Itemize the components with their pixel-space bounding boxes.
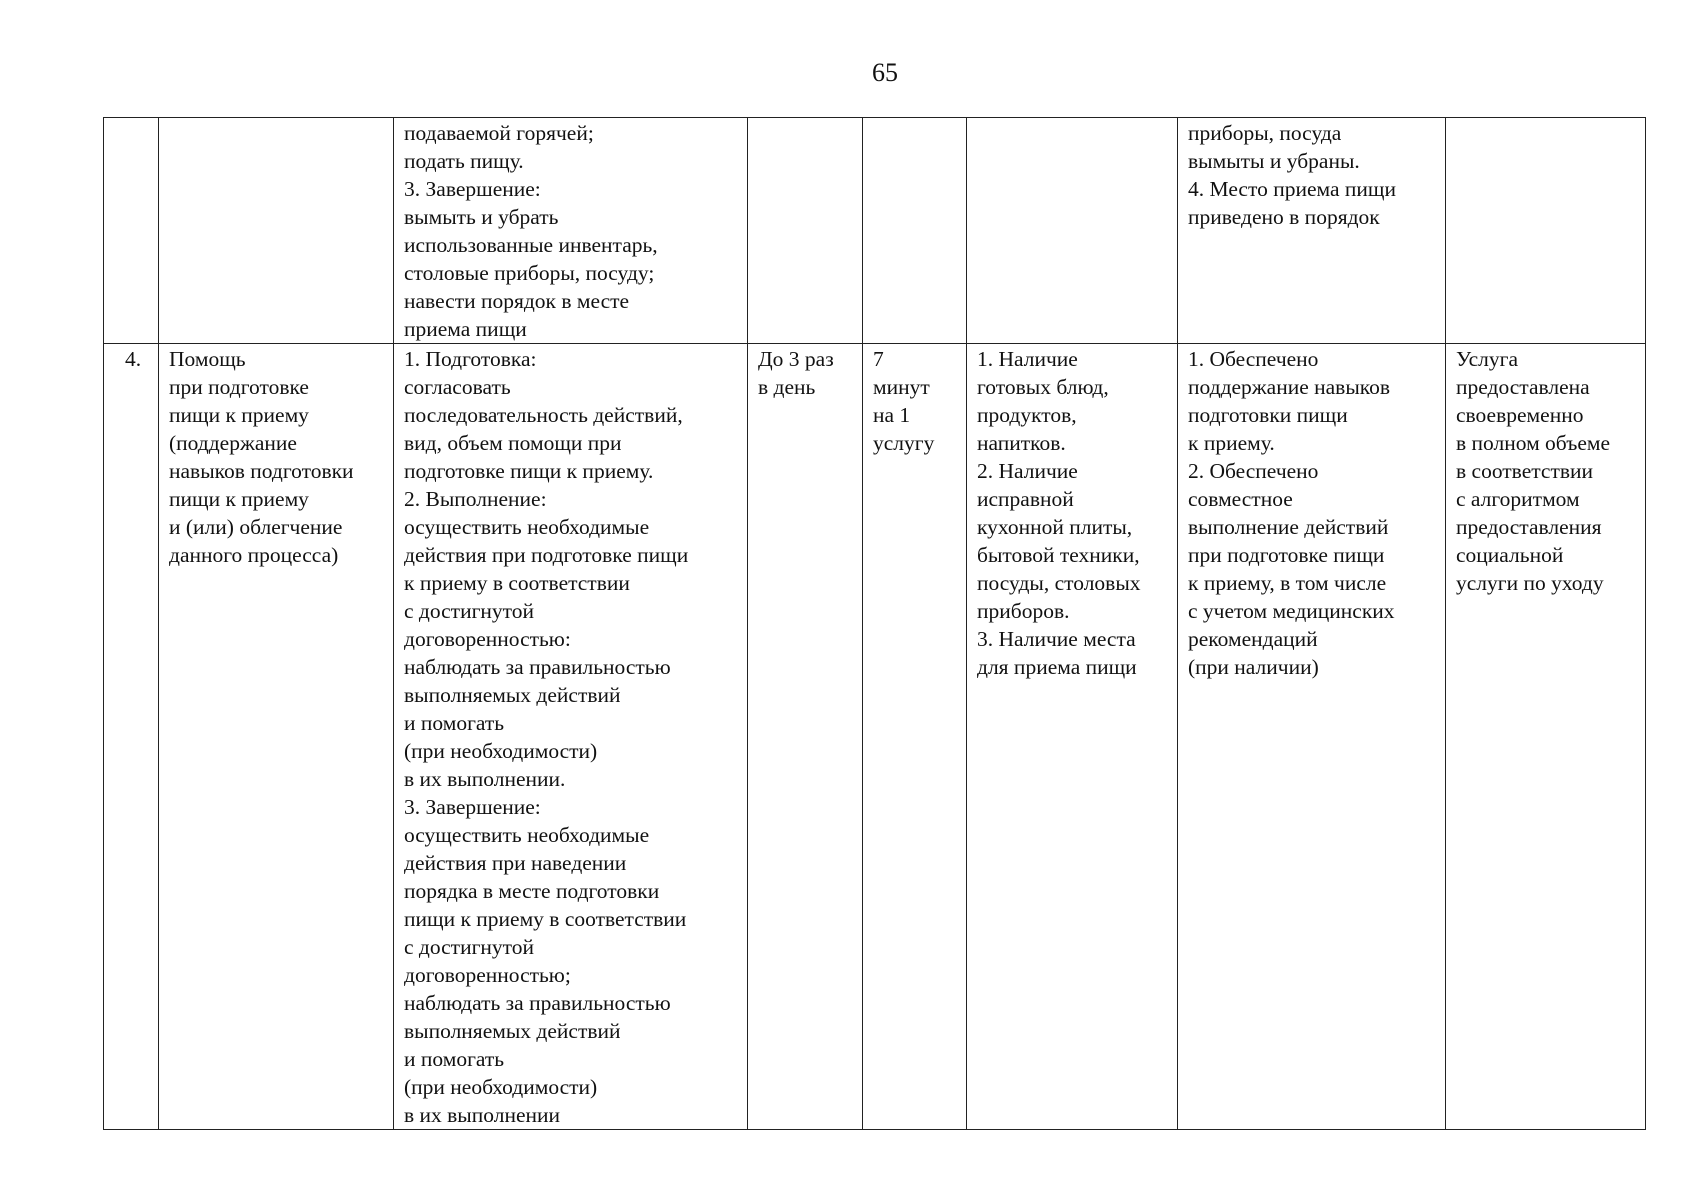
services-table <box>103 117 1646 1130</box>
frequency-cell: До 3 раз в день <box>748 344 863 1130</box>
table-row <box>104 118 1646 344</box>
row-number-cell: 4. <box>104 344 159 1130</box>
service-name-cell: Помощь при подготовке пищи к приему (поддержание навыков подготовки пищи к приему и (или) облегчение данного процесса) <box>159 344 394 1130</box>
conditions-cell: 1. Наличие готовых блюд, продуктов, напитков. 2. Наличие исправной кухонной плиты, бытовой техники, посуды, столовых приборов. 3. Наличие места для приема пищи <box>967 344 1178 1130</box>
results-cell: 1. Обеспечено поддержание навыков подготовки пищи к приему. 2. Обеспечено совместное выполнение действий при подготовке пищи к приему, в том числе с учетом медицинских рекомендаций (при наличии) <box>1178 344 1446 1130</box>
duration-cell: 7 минут на 1 услугу <box>863 344 967 1130</box>
frequency-cell <box>748 118 863 344</box>
results-cell: приборы, посуда вымыты и убраны. 4. Место приема пищи приведено в порядок <box>1178 118 1446 344</box>
duration-cell <box>863 118 967 344</box>
conditions-cell <box>967 118 1178 344</box>
page-number: 65 <box>872 58 898 87</box>
evaluation-cell <box>1446 118 1646 344</box>
procedure-cell: подаваемой горячей; подать пищу. 3. Завершение: вымыть и убрать использованные инвентарь, столовые приборы, посуду; навести порядок в месте приема пищи <box>394 118 748 344</box>
service-name-cell <box>159 118 394 344</box>
table-row <box>104 344 1646 1130</box>
evaluation-cell: Услуга предоставлена своевременно в полном объеме в соответствии с алгоритмом предоставления социальной услуги по уходу <box>1446 344 1646 1130</box>
procedure-cell: 1. Подготовка: согласовать последовательность действий, вид, объем помощи при подготовке пищи к приему. 2. Выполнение: осуществить необходимые действия при подготовке пищи к приему в соответствии с достигнутой договоренностью: наблюдать за правильностью выполняемых действий и помогать (при необходимости) в их выполнении. 3. Завершение: осуществить необходимые действия при наведении порядка в месте подготовки пищи к приему в соответствии с достигнутой договоренностью; наблюдать за правильностью выполняемых действий и помогать (при необходимости) в их выполнении <box>394 344 748 1130</box>
row-number-cell <box>104 118 159 344</box>
